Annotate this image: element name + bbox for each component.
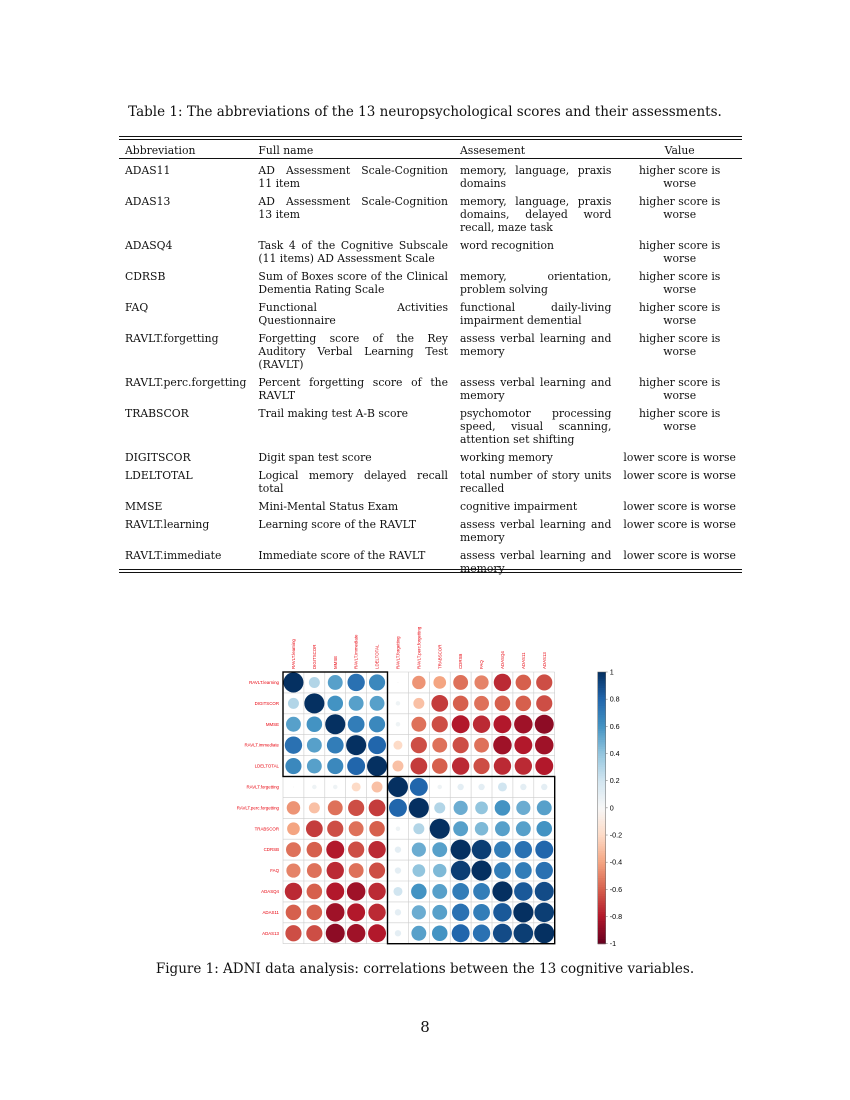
corr-circle: [514, 736, 532, 754]
corr-circle: [493, 736, 511, 754]
corr-circle: [346, 735, 366, 755]
corr-circle: [327, 821, 343, 837]
corr-circle: [472, 840, 492, 860]
page-number: 8: [420, 1018, 430, 1036]
corr-circle: [411, 737, 427, 753]
corr-circle: [285, 883, 302, 900]
cell-abbreviation: RAVLT.immediate: [125, 549, 222, 562]
table-row: [119, 544, 742, 575]
corr-circle: [348, 800, 364, 816]
abbreviations-table: [119, 142, 742, 575]
table-row: [119, 446, 742, 464]
corr-circle: [328, 675, 343, 690]
cell-abbreviation: ADAS13: [125, 195, 171, 208]
row-label: LDELTOTAL: [254, 763, 279, 769]
colorbar-tick-label: 0.2: [609, 776, 620, 786]
cell-full-name: Forgetting score of the Rey Auditory Verbal Learning Test (RAVLT): [258, 332, 448, 371]
corr-circle: [307, 738, 322, 753]
corr-circle: [516, 696, 532, 712]
corr-circle: [309, 802, 320, 813]
row-label: MMSE: [265, 721, 279, 727]
corr-circle: [388, 777, 408, 797]
corr-circle: [537, 800, 552, 815]
column-label: RAVLT.forgetting: [395, 636, 401, 669]
cell-value: higher score is worse: [639, 270, 721, 296]
corr-circle: [307, 842, 323, 858]
corr-circle: [457, 784, 463, 790]
corr-circle: [494, 862, 511, 879]
corr-circle: [516, 821, 531, 836]
table-top-rule: [119, 136, 742, 137]
corr-circle: [293, 786, 294, 787]
cell-abbreviation: TRABSCOR: [125, 407, 189, 420]
cell-abbreviation: CDRSB: [125, 270, 166, 283]
table-row: [119, 234, 742, 265]
cell-assessment: assess verbal learning and memory: [460, 376, 612, 402]
table-top-rule-2: [119, 139, 742, 140]
corr-circle: [352, 782, 361, 791]
cell-abbreviation: RAVLT.forgetting: [125, 332, 219, 345]
table-row: [119, 464, 742, 495]
corr-circle: [307, 716, 323, 732]
corr-circle: [312, 785, 316, 789]
cell-full-name: Trail making test A-B score: [258, 407, 409, 420]
corr-circle: [348, 842, 364, 858]
corr-circle: [369, 799, 386, 816]
cell-full-name: Logical memory delayed recall total: [258, 469, 448, 495]
corr-circle: [286, 717, 301, 732]
corr-circle: [410, 778, 428, 796]
corr-circle: [434, 802, 445, 813]
corr-circle: [438, 785, 442, 789]
cell-value: higher score is worse: [639, 195, 721, 221]
corr-circle: [287, 822, 300, 835]
cell-assessment: assess verbal learning and memory: [460, 549, 612, 575]
colorbar-tick-label: -0.6: [609, 884, 623, 894]
corr-circle: [516, 801, 530, 815]
cell-value: higher score is worse: [639, 164, 721, 190]
cell-value: lower score is worse: [623, 469, 736, 482]
corr-circle: [393, 741, 402, 750]
corr-circle: [347, 757, 365, 775]
cell-abbreviation: RAVLT.perc.forgetting: [125, 376, 247, 389]
column-label: RAVLT.perc.forgetting: [416, 626, 422, 669]
corr-circle: [432, 738, 447, 753]
corr-circle: [396, 722, 400, 726]
corr-circle: [286, 842, 301, 857]
table-row: [119, 296, 742, 327]
cell-full-name: Immediate score of the RAVLT: [258, 549, 426, 562]
column-label: FAQ: [479, 660, 485, 669]
cell-abbreviation: ADAS11: [125, 164, 171, 177]
corr-circle: [475, 802, 488, 815]
corr-circle: [474, 738, 489, 753]
corr-circle: [432, 758, 448, 774]
corr-circle: [409, 798, 429, 818]
corr-circle: [535, 757, 553, 775]
corr-circle: [410, 758, 427, 775]
corr-circle: [368, 883, 385, 900]
corr-circle: [347, 903, 365, 921]
table-row: [119, 513, 742, 544]
table-row: [119, 495, 742, 513]
corr-circle: [453, 737, 469, 753]
corr-circle: [287, 801, 300, 814]
corr-circle: [347, 674, 364, 691]
corr-circle: [498, 782, 507, 791]
row-label: TRABSCOR: [254, 826, 279, 832]
header-abbreviation: Abbreviation: [125, 143, 196, 157]
corr-circle: [515, 862, 532, 879]
cell-full-name: Functional Activities Questionnaire: [258, 301, 448, 327]
corr-circle: [453, 821, 468, 836]
cell-abbreviation: RAVLT.learning: [125, 518, 210, 531]
table-body: [119, 159, 742, 575]
corr-circle: [494, 674, 511, 691]
table-row: [119, 402, 742, 446]
corr-circle: [285, 736, 302, 753]
row-label: RAVLT.learning: [249, 679, 279, 685]
row-label: RAVLT.perc.forgetting: [236, 805, 279, 811]
cell-assessment: memory, orientation, problem solving: [460, 270, 612, 296]
corr-circle: [451, 840, 471, 860]
corr-circle: [432, 716, 448, 732]
cell-value: higher score is worse: [639, 407, 721, 433]
column-label: ADAS13: [541, 652, 547, 669]
cell-full-name: Sum of Boxes score of the Clinical Dementia Rating Scale: [258, 270, 448, 296]
cell-assessment: assess verbal learning and memory: [460, 332, 612, 358]
corr-circle: [307, 905, 323, 921]
corr-circle: [368, 904, 385, 921]
row-label: ADAS13: [262, 930, 279, 936]
table-bottom-rule: [119, 569, 742, 570]
cell-value: lower score is worse: [623, 518, 736, 531]
cell-assessment: cognitive impairment: [460, 500, 578, 513]
corr-circle: [493, 924, 512, 943]
corr-circle: [283, 672, 303, 692]
colorbar-tick-label: 1: [609, 667, 614, 677]
cell-assessment: psychomotor processing speed, visual scanning, attention set shifting: [460, 407, 612, 446]
correlation-plot: [236, 626, 623, 952]
corr-circle: [534, 903, 554, 923]
cell-assessment: working memory: [460, 451, 553, 464]
cell-assessment: functional daily-living impairment demential: [460, 301, 612, 327]
row-label: ADAS11: [262, 909, 279, 915]
corr-circle: [395, 909, 401, 915]
corr-circle: [536, 821, 552, 837]
corr-circle: [392, 761, 403, 772]
column-label: MMSE: [332, 655, 338, 669]
corr-circle: [452, 904, 469, 921]
corr-circle: [492, 881, 512, 901]
corr-circle: [325, 714, 345, 734]
corr-circle: [412, 905, 426, 919]
corr-circle: [413, 698, 424, 709]
corr-circle: [478, 784, 484, 790]
corr-circle: [307, 884, 323, 900]
corr-circle: [535, 715, 554, 734]
corr-circle: [368, 924, 386, 942]
cell-assessment: assess verbal learning and memory: [460, 518, 612, 544]
corr-circle: [367, 756, 387, 776]
table-row: [119, 371, 742, 402]
corr-circle: [473, 883, 490, 900]
cell-full-name: Mini-Mental Status Exam: [258, 500, 399, 513]
table-row: [119, 159, 742, 190]
corr-circle: [286, 905, 302, 921]
corr-circle: [326, 924, 345, 943]
corr-circle: [393, 887, 402, 896]
corr-circle: [411, 884, 427, 900]
corr-circle: [536, 862, 553, 879]
cell-value: higher score is worse: [639, 239, 721, 265]
corr-circle: [411, 717, 426, 732]
corr-circle: [349, 696, 364, 711]
header-value: Value: [664, 143, 695, 157]
corr-circle: [431, 695, 448, 712]
column-label: LDELTOTAL: [374, 644, 380, 669]
cell-abbreviation: MMSE: [125, 500, 163, 513]
corr-circle: [433, 676, 446, 689]
corr-circle: [535, 736, 553, 754]
corr-circle: [327, 696, 343, 712]
cell-abbreviation: ADASQ4: [125, 239, 173, 252]
corr-circle: [333, 785, 337, 789]
colorbar-tick-label: -1: [609, 939, 617, 949]
corr-circle: [432, 905, 447, 920]
corr-circle: [452, 924, 470, 942]
corr-circle: [536, 695, 552, 711]
corr-circle: [495, 696, 511, 712]
corr-circle: [288, 698, 299, 709]
cell-value: higher score is worse: [639, 376, 721, 402]
corr-circle: [516, 675, 532, 691]
corr-circle: [534, 923, 554, 943]
header-assessment: Assesement: [460, 143, 526, 157]
corr-circle: [286, 863, 300, 877]
corr-circle: [369, 674, 385, 690]
cell-full-name: Percent forgetting score of the RAVLT: [258, 376, 448, 402]
corr-circle: [432, 925, 448, 941]
corr-circle: [396, 827, 400, 831]
corr-circle: [285, 925, 301, 941]
cell-assessment: memory, language, praxis domains, delayed word recall, maze task: [460, 195, 612, 234]
corr-circle: [514, 715, 532, 733]
row-label: DIGITSCOR: [254, 700, 279, 706]
cell-value: lower score is worse: [623, 549, 736, 562]
corr-circle: [327, 758, 343, 774]
corr-circle: [326, 882, 344, 900]
row-label: CDRSB: [263, 847, 279, 853]
table-bottom-rule-2: [119, 572, 742, 573]
corr-circle: [413, 823, 424, 834]
corr-circle: [452, 883, 469, 900]
row-label: FAQ: [270, 868, 279, 874]
cell-full-name: Digit span test score: [258, 451, 372, 464]
corr-circle: [452, 715, 470, 733]
corr-circle: [535, 882, 554, 901]
cell-full-name: Task 4 of the Cognitive Subscale (11 items) AD Assessment Scale: [258, 239, 448, 265]
row-label: ADASQ4: [261, 888, 279, 894]
cell-value: lower score is worse: [623, 451, 736, 464]
cell-value: higher score is worse: [639, 301, 721, 327]
corr-circle: [326, 841, 344, 859]
corr-circle: [475, 822, 488, 835]
corr-circle: [395, 867, 401, 873]
corr-circle: [515, 841, 532, 858]
corr-circle: [326, 903, 344, 921]
corr-circle: [432, 884, 447, 899]
corr-circle: [306, 925, 322, 941]
column-label: ADAS11: [520, 652, 526, 669]
corr-circle: [327, 862, 344, 879]
column-label: CDRSB: [458, 653, 464, 669]
corr-circle: [389, 799, 407, 817]
corr-circle: [453, 675, 468, 690]
corr-circle: [397, 682, 398, 683]
corr-circle: [433, 864, 446, 877]
corr-circle: [304, 693, 324, 713]
corr-circle: [473, 904, 490, 921]
corr-circle: [473, 716, 490, 733]
corr-circle: [307, 759, 322, 774]
corr-circle: [309, 677, 320, 688]
corr-circle: [452, 757, 469, 774]
corr-circle: [472, 861, 492, 881]
corr-circle: [369, 821, 385, 837]
corr-circle: [369, 716, 385, 732]
corr-circle: [494, 841, 511, 858]
cell-value: lower score is worse: [623, 500, 736, 513]
corr-circle: [493, 903, 511, 921]
cell-abbreviation: LDELTOTAL: [125, 469, 193, 482]
column-label: TRABSCOR: [437, 644, 443, 669]
corr-circle: [451, 861, 471, 881]
corr-circle: [372, 781, 383, 792]
table-row: [119, 265, 742, 296]
column-label: ADASQ4: [499, 651, 505, 669]
corr-circle: [411, 926, 426, 941]
corr-circle: [306, 820, 323, 837]
corr-circle: [514, 923, 534, 943]
corr-circle: [514, 882, 532, 900]
corr-circle: [307, 863, 322, 878]
cell-value: higher score is worse: [639, 332, 721, 358]
row-label: RAVLT.forgetting: [246, 784, 279, 790]
cell-full-name: AD Assessment Scale-Cognition 11 item: [258, 164, 448, 190]
table-caption: Table 1: The abbreviations of the 13 neuropsychological scores and their assessments.: [128, 104, 722, 120]
corr-circle: [495, 800, 511, 816]
corr-circle: [328, 800, 343, 815]
cell-abbreviation: DIGITSCOR: [125, 451, 191, 464]
cell-assessment: memory, language, praxis domains: [460, 164, 612, 190]
corr-circle: [515, 757, 532, 774]
corr-circle: [536, 674, 552, 690]
cell-abbreviation: FAQ: [125, 301, 149, 314]
corr-circle: [327, 737, 344, 754]
corr-circle: [473, 758, 489, 774]
corr-circle: [495, 821, 510, 836]
cell-assessment: total number of story units recalled: [460, 469, 612, 495]
corr-circle: [513, 902, 533, 922]
cell-full-name: Learning score of the RAVLT: [258, 518, 417, 531]
corr-circle: [368, 841, 385, 858]
corr-circle: [370, 696, 385, 711]
row-label: RAVLT.immediate: [244, 742, 279, 748]
header-full-name: Full name: [258, 143, 314, 157]
corr-circle: [347, 924, 365, 942]
corr-circle: [474, 675, 488, 689]
corr-circle: [396, 701, 400, 705]
corr-circle: [535, 841, 553, 859]
cell-assessment: word recognition: [460, 239, 554, 252]
column-label: RAVLT.learning: [290, 639, 296, 669]
column-label: RAVLT.immediate: [353, 634, 359, 669]
corr-circle: [412, 676, 425, 689]
corr-circle: [494, 757, 511, 774]
colorbar-tick-label: 0.4: [609, 749, 620, 759]
colorbar-tick-label: 0: [609, 803, 614, 813]
corr-circle: [520, 784, 526, 790]
corr-circle: [474, 696, 489, 711]
corr-circle: [430, 819, 450, 839]
corr-circle: [349, 821, 364, 836]
table-row: [119, 327, 742, 371]
corr-circle: [413, 864, 426, 877]
colorbar-tick-label: -0.8: [609, 912, 623, 922]
corr-circle: [432, 842, 447, 857]
corr-circle: [349, 863, 364, 878]
cell-full-name: AD Assessment Scale-Cognition 13 item: [258, 195, 448, 221]
colorbar-tick-label: -0.2: [609, 830, 623, 840]
colorbar-tick-label: 0.8: [609, 694, 620, 704]
table-row: [119, 190, 742, 234]
corr-circle: [285, 758, 301, 774]
corr-circle: [541, 784, 547, 790]
corr-circle: [348, 716, 365, 733]
corr-circle: [368, 736, 386, 754]
colorbar-tick-label: -0.4: [609, 857, 623, 867]
colorbar-tick-label: 0.6: [609, 721, 620, 731]
corr-circle: [453, 696, 469, 712]
corr-circle: [369, 862, 385, 878]
corr-circle: [473, 925, 490, 942]
corr-circle: [395, 930, 401, 936]
table-header-row: [119, 142, 742, 159]
figure-caption: Figure 1: ADNI data analysis: correlations between the 13 cognitive variables.: [155, 961, 695, 977]
column-label: DIGITSCOR: [311, 644, 317, 669]
corr-circle: [412, 843, 426, 857]
corr-circle: [395, 846, 401, 852]
corr-circle: [454, 801, 468, 815]
corr-circle: [493, 715, 511, 733]
corr-circle: [347, 882, 365, 900]
